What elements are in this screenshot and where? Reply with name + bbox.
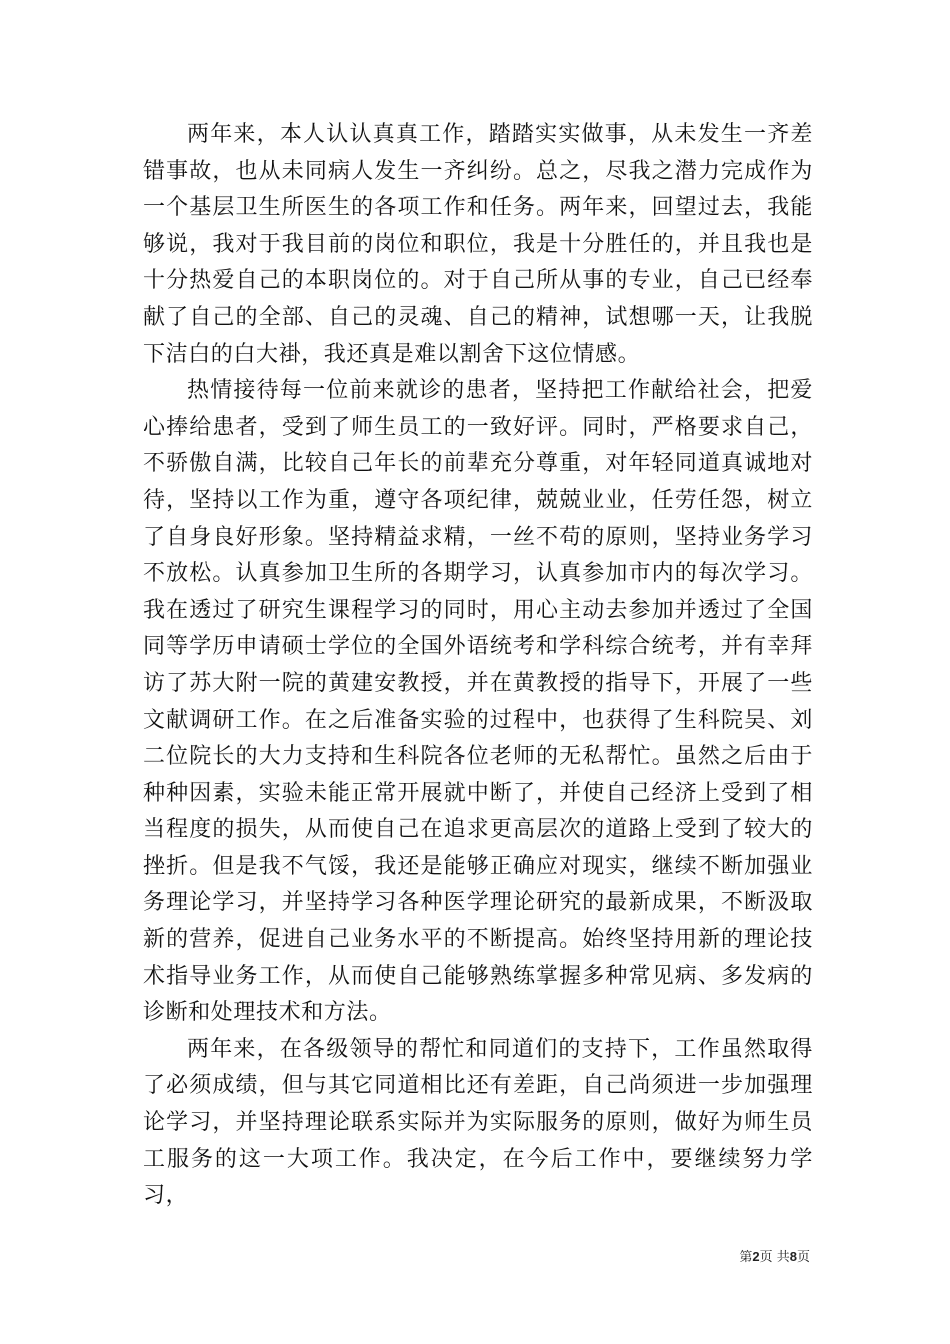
footer-prefix: 第 <box>739 1250 753 1265</box>
footer-suffix: 页 <box>796 1250 810 1265</box>
paragraph-3: 两年来，在各级领导的帮忙和同道们的支持下，工作虽然取得了必须成绩，但与其它同道相比还有差距，自己尚须进一步加强理论学习，并坚持理论联系实际并为实际服务的原则，做好为师生员工服务的这一大项工作。我决定，在今后工作中，要继续努力学习， <box>143 1036 813 1209</box>
paragraph-2: 热情接待每一位前来就诊的患者，坚持把工作献给社会，把爱心捧给患者，受到了师生员工的一致好评。同时，严格要求自己，不骄傲自满，比较自己年长的前辈充分尊重，对年轻同道真诚地对待，坚持以工作为重，遵守各项纪律，兢兢业业，任劳任怨，树立了自身良好形象。坚持精益求精，一丝不苟的原则，坚持业务学习不放松。认真参加卫生所的各期学习，认真参加市内的每次学习。我在透过了研究生课程学习的同时，用心主动去参加并透过了全国同等学历申请硕士学位的全国外语统考和学科综合统考，并有幸拜访了苏大附一院的黄建安教授，并在黄教授的指导下，开展了一些文献调研工作。在之后准备实验的过程中，也获得了生科院吴、刘二位院长的大力支持和生科院各位老师的无私帮忙。虽然之后由于种种因素，实验未能正常开展就中断了，并使自己经济上受到了相当程度的损失，从而使自己在追求更高层次的道路上受到了较大的挫折。但是我不气馁，我还是能够正确应对现实，继续不断加强业务理论学习，并坚持学习各种医学理论研究的最新成果，不断汲取新的营养，促进自己业务水平的不断提高。始终坚持用新的理论技术指导业务工作，从而使自己能够熟练掌握多种常见病、多发病的诊断和处理技术和方法。 <box>143 378 813 1026</box>
current-page-number: 2 <box>752 1249 760 1264</box>
footer-middle: 页 共 <box>759 1250 790 1265</box>
document-body <box>143 117 813 1215</box>
page-footer <box>739 1246 810 1265</box>
paragraph-1: 两年来，本人认认真真工作，踏踏实实做事，从未发生一齐差错事故，也从未同病人发生一齐纠纷。总之，尽我之潜力完成作为一个基层卫生所医生的各项工作和任务。两年来，回望过去，我能够说，我对于我目前的岗位和职位，我是十分胜任的，并且我也是十分热爱自己的本职岗位的。对于自己所从事的专业，自己已经奉献了自己的全部、自己的灵魂、自己的精神，试想哪一天，让我脱下洁白的白大褂，我还真是难以割舍下这位情感。 <box>143 122 813 367</box>
total-page-number: 8 <box>789 1249 797 1264</box>
